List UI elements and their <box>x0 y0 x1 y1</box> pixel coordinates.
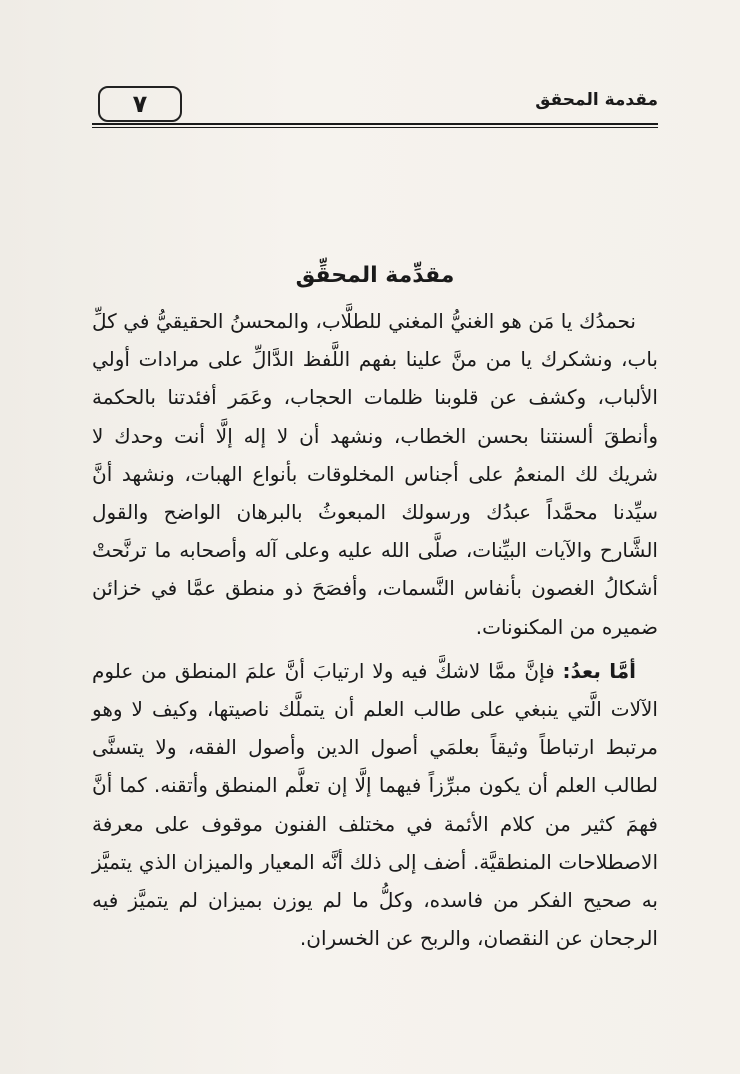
body-text <box>92 302 658 957</box>
page-number: ٧ <box>98 86 182 122</box>
paragraph-2-lead: أمَّا بعدُ: <box>562 658 637 683</box>
paragraph-1: نحمدُك يا مَن هو الغنيُّ المغني للطلَّاب، والمحسنُ الحقيقيُّ في كلِّ باب، ونشكرك يا من منَّ علينا بفهم اللَّفظ الدَّالِّ على مرادات أولي الألباب، وكشف عن قلوبنا ظلمات الحجاب، وعَمَر أفئدتنا بالحكمة وأنطقَ ألسنتنا بحسن الخطاب، ونشهد أن لا إله إلَّا أنت وحدك لا شريك لك المنعمُ على أجناس المخلوقات بأنواع الهبات، ونشهد أنَّ سيِّدنا محمَّداً عبدُك ورسولك المبعوثُ بالبرهان الواضح والقول الشَّارح والآيات البيِّنات، صلَّى الله عليه وعلى آله وأصحابه ما ترنَّحتْ أشكالُ الغصون بأنفاس النَّسمات، وأفصَحَ ذو منطق عمَّا في خزائن ضميره من المكنونات. <box>92 309 658 639</box>
page-header <box>92 82 658 122</box>
section-title: مقدِّمة المحقِّق <box>295 262 455 288</box>
header-rule-thin <box>92 127 658 128</box>
header-rule <box>92 123 658 125</box>
running-head: مقدمة المحقق <box>535 90 658 110</box>
paragraph-2 <box>92 652 658 958</box>
paragraph-2-text: فإنَّ ممَّا لاشكَّ فيه ولا ارتيابَ أنَّ علمَ المنطق من علوم الآلات الَّتي ينبغي على طالب العلم أن يتملَّك ناصيتها، وكيف لا وهو مرتبط ارتباطاً وثيقاً بعلمَي أصول الدين وأصول الفقه، ولا يتسنَّى لطالب العلم أن يكون مبرِّزاً فيهما إلَّا إن تعلَّم المنطق وأتقنه. كما أنَّ فهمَ كثير من كلام الأئمة في مختلف الفنون موقوف على معرفة الاصطلاحات المنطقيَّة. أضف إلى ذلك أنَّه المعيار والميزان الذي يتميَّز به صحيح الفكر من فاسده، وكلُّ ما لم يوزن بميزان لم يتميَّز فيه الرجحان عن النقصان، والربح عن الخسران. <box>92 658 658 951</box>
